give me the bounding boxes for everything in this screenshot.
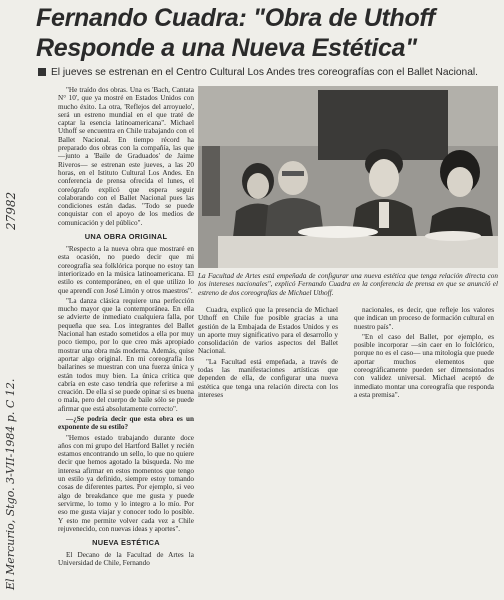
column-2 <box>198 306 338 401</box>
paragraph: El Decano de la Facultad de Artes la Universidad de Chile, Fernando <box>58 551 194 568</box>
handwritten-source-note: El Mercurio, Stgo. 3-VII-1984 p. C 12. <box>4 378 17 590</box>
subheading: NUEVA ESTÉTICA <box>92 538 160 548</box>
paragraph: Cuadra, explicó que la presencia de Michael Uthoff en Chile fue posible gracias a una gestión de la Embajada de Estados Unidos y es un aporte muy significativo para el desarrollo y consolidación de varios aspectos del Ballet Nacional. <box>198 306 338 356</box>
bullet-square-icon <box>38 68 46 76</box>
paragraph: "La danza clásica requiere una perfección mucho mayor que la contemporánea. En ella se advierte de inmediato cualquiera falla, por pequeña que sea. Los integrantes del Ballet Nacional han estado sometidos a ella por muy poco tiempo, por lo que creo más apropiado mostrar una obra más moderna. Además, quise aportar algo original. En mi coreografía los bailarines se muestran con una fuerza única y están todos muy bien. La única crítica que cabría en este caso tendría que referirse a mi creación. De ella sí se puede opinar si es buena o mala, pero del cuerpo de baile sólo se puede afirmar que está absolutamente correcto". <box>58 296 194 413</box>
press-conference-photo <box>198 86 498 268</box>
photo-caption: La Facultad de Artes está empeñada de configurar una nueva estética que tenga relación directa con los intereses nacionales", explicó Fernando Cuadra en la conferencia de prensa en que se anunció el estreno de dos coreografías de Michael Uthoff. <box>198 272 498 297</box>
headline: Fernando Cuadra: "Obra de Uthoff Responde a una Nueva Estética" <box>36 4 436 62</box>
column-3 <box>354 306 494 401</box>
photo-illustration <box>198 86 498 268</box>
paragraph: "Hemos estado trabajando durante doce años con mi grupo del Hartford Ballet y recién estamos encontrando un sello, lo que no quiere decir que hemos agotado la búsqueda. No me interesa afirmar en estos momentos que tengo un estilo ya definido, siempre estoy tomando cosas de diferentes partes. Por ejemplo, si veo algo de breakdance que me gusta y puede servirme, lo tomo y lo integro a lo mío. Por eso me gusta viajar y conocer todo lo posible. Y esto me permite volver cada vez a Chile rejuvenecido, con nuevas ideas y aportes". <box>58 433 194 533</box>
handwritten-archive-number: 27982 <box>4 191 18 230</box>
paragraph: "He traído dos obras. Una es 'Bach, Cantata N° 10', que ya mostré en Estados Unidos con mucho éxito. La otra, 'Reflejos del arroyuelo', será un estreno mundial en el que traté de captar la esencia latinoamericana". Michael Uthoff se encuentra en Chile trabajando con el Ballet Nacional. En tiempo récord ha preparado dos obras con la compañía, las que —junto a 'Baile de Graduados' de Jaime Riveros— se estrenan este jueves, a las 20 horas, en el Istituto Cultural Los Andes. En conferencia de prensa ofrecida el lunes, el coreógrafo explicó que espera seguir colaborando con el Ballet Nacional pues las condiciones están dadas. "Todo se puede conquistar con el apoyo de los medios de comunicación y del público". <box>58 86 194 227</box>
paragraph: "Respecto a la nueva obra que mostraré en esta ocasión, no puedo decir que mi coreografía sea folklórica porque no estoy tan interiorizado en la música latinoamericana. El estilo es contemporáneo, en el que utilizo lo que aprendí con José Limón y otros maestros". <box>58 245 194 295</box>
deck-text: El jueves se estrenan en el Centro Cultural Los Andes tres coreografías con el Ballet Nacional. <box>51 67 478 78</box>
column-1 <box>58 86 194 570</box>
question: —¿Se podría decir que esta obra es un exponente de su estilo? <box>58 414 194 432</box>
paragraph: nacionales, es decir, que refleje los valores que indican un proceso de formación cultural en nuestro país". <box>354 306 494 331</box>
paragraph: "La Facultad está empeñada, a través de todas las manifestaciones artísticas que dependen de ella, de configurar una nueva estética que tenga una relación directa con los intereses <box>198 357 338 399</box>
subheading: UNA OBRA ORIGINAL <box>84 232 168 242</box>
deck <box>38 67 498 79</box>
paragraph: "En el caso del Ballet, por ejemplo, es posible incorporar —sin caer en lo folclórico, porque no es el caso— una mitología que puede aportar muchos elementos que coreográficamente pueden ser dimensionados con validez universal. Michael aceptó de inmediato montar una coreografía que responda a esta premisa". <box>354 332 494 399</box>
